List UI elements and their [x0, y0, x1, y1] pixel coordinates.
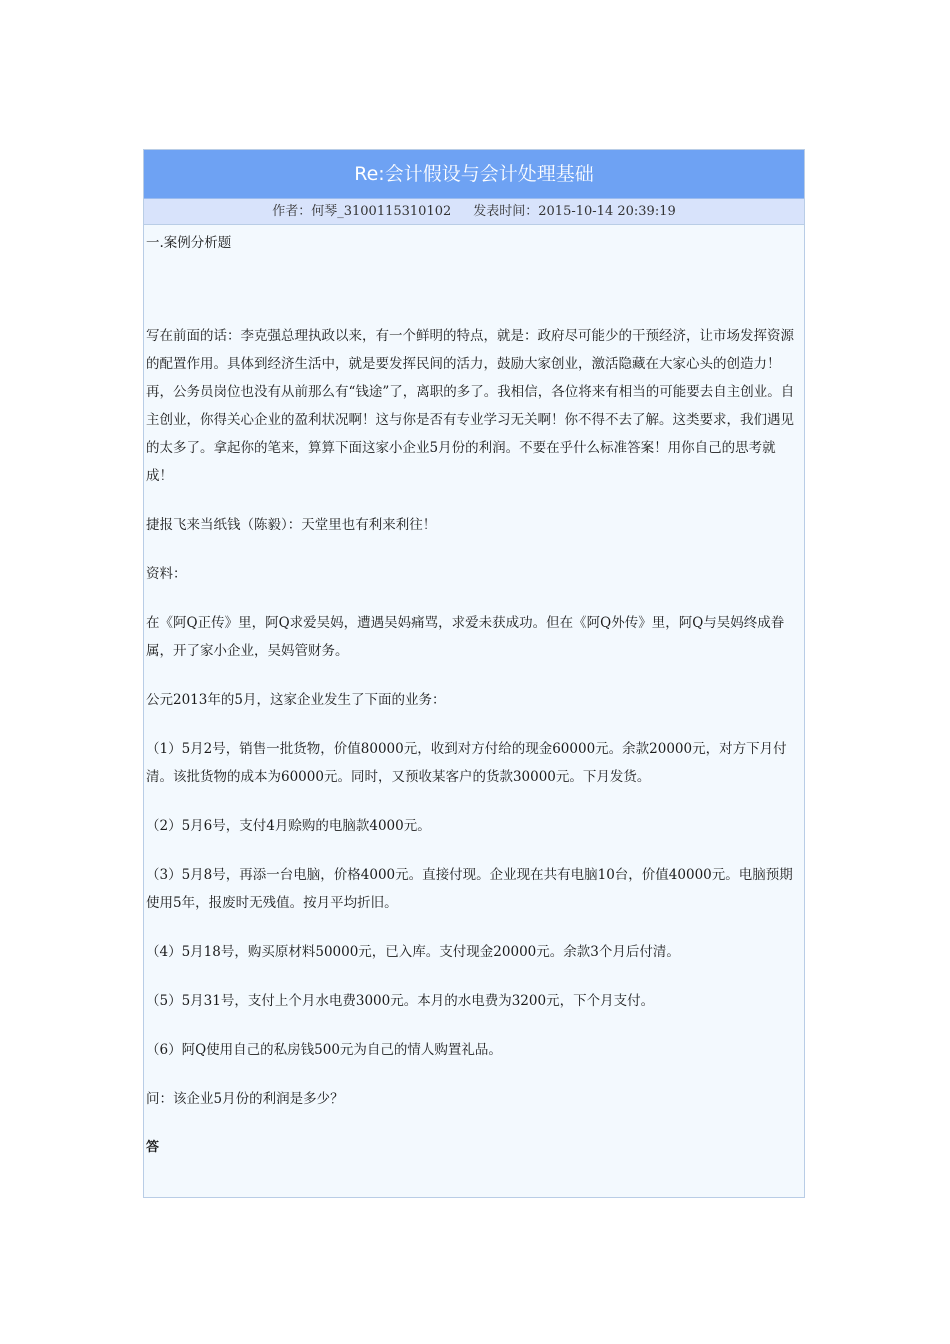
- transaction-item-6: （6）阿Q使用自己的私房钱500元为自己的情人购置礼品。: [146, 1042, 502, 1058]
- business-intro: 公元2013年的5月，这家企业发生了下面的业务：: [146, 692, 446, 708]
- transaction-item-4: （4）5月18号，购买原材料50000元，已入库。支付现金20000元。余款3个月后付清。: [146, 944, 680, 960]
- transaction-item-3: （3）5月8号，再添一台电脑，价格4000元。直接付现。企业现在共有电脑10台，价值40000元。电脑预期使用5年，报废时无残值。按月平均折旧。: [146, 867, 793, 911]
- section-heading: 一.案例分析题: [146, 235, 232, 251]
- transaction-item-5: （5）5月31号，支付上个月水电费3000元。本月的水电费为3200元，下个月支付。: [146, 993, 655, 1009]
- story-paragraph: 在《阿Q正传》里，阿Q求爱吴妈，遭遇吴妈痛骂，求爱未获成功。但在《阿Q外传》里，阿Q与吴妈终成眷属，开了家小企业，吴妈管财务。: [146, 615, 785, 659]
- quote-paragraph: 捷报飞来当纸钱（陈毅）：天堂里也有利来利往！: [146, 517, 437, 533]
- post-time: 发表时间：2015-10-14 20:39:19: [473, 204, 676, 219]
- question-paragraph: 问：该企业5月份的利润是多少？: [146, 1091, 344, 1107]
- post-body: [144, 225, 804, 1162]
- transaction-item-2: （2）5月6号，支付4月赊购的电脑款4000元。: [146, 818, 431, 834]
- post-meta: [144, 199, 804, 225]
- forum-post: [143, 149, 805, 1198]
- post-title: Re:会计假设与会计处理基础: [144, 150, 804, 199]
- post-author: 作者：何琴_3100115310102: [272, 204, 452, 219]
- answer-label: 答: [146, 1140, 160, 1155]
- transaction-item-1: （1）5月2号，销售一批货物，价值80000元，收到对方付给的现金60000元。余款20000元，对方下月付清。该批货物的成本为60000元。同时，又预收某客户的货款30000元。下月发货。: [146, 741, 787, 785]
- intro-paragraph: 写在前面的话：李克强总理执政以来，有一个鲜明的特点，就是：政府尽可能少的干预经济，让市场发挥资源的配置作用。具体到经济生活中，就是要发挥民间的活力，鼓励大家创业，激活隐藏在大家心头的创造力！再，公务员岗位也没有从前那么有“钱途”了，离职的多了。我相信，各位将来有相当的可能要去自主创业。自主创业，你得关心企业的盈利状况啊！这与你是否有专业学习无关啊！你不得不去了解。这类要求，我们遇见的太多了。拿起你的笔来，算算下面这家小企业5月份的利润。不要在乎什么标准答案！用你自己的思考就成！: [146, 328, 795, 484]
- materials-label: 资料：: [146, 566, 187, 582]
